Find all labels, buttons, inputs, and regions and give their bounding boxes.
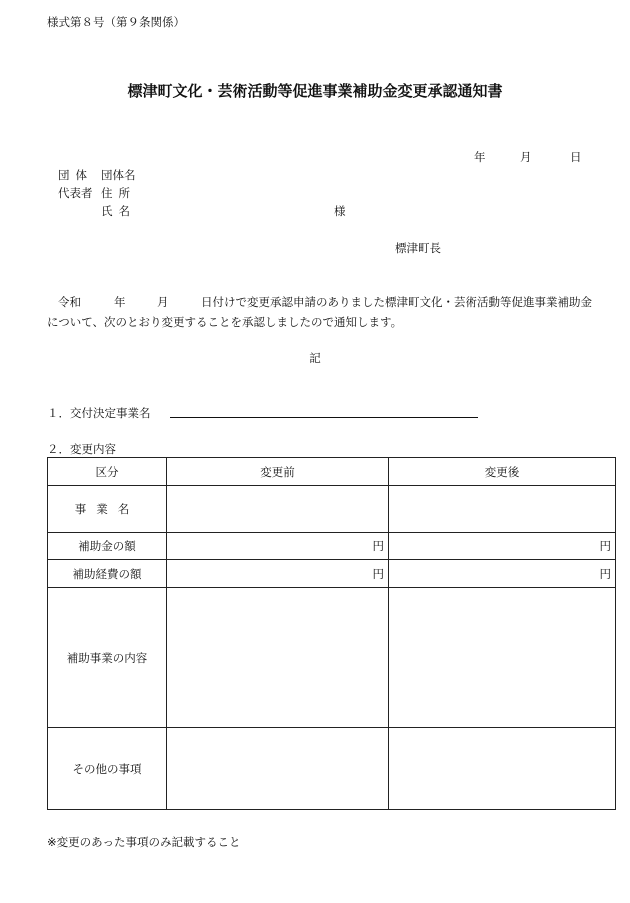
name-label: 氏名 xyxy=(101,204,136,218)
representative-label: 代表者 xyxy=(58,186,93,200)
org-name-label: 団体名 xyxy=(101,168,136,182)
footnote: ※変更のあった事項のみ記載すること xyxy=(47,835,241,849)
before-cell[interactable] xyxy=(167,728,389,810)
section1-label: １．交付決定事業名 xyxy=(47,406,151,420)
era-label: 令和 xyxy=(58,295,81,309)
body-year-label: 年 xyxy=(114,295,126,309)
table-row xyxy=(48,560,616,588)
row-label: 事業名 xyxy=(48,486,167,533)
after-cell[interactable]: 円 xyxy=(389,560,616,588)
before-cell[interactable]: 円 xyxy=(167,560,389,588)
body-month-label: 月 xyxy=(157,295,169,309)
date-day-label: 日 xyxy=(570,150,582,164)
body-text-rest: 日付けで変更承認申請のありました標津町文化・芸術活動等促進事業補助金 xyxy=(201,295,592,309)
table-row xyxy=(48,486,616,533)
body-text-line1 xyxy=(58,294,592,310)
org-label: 団体 xyxy=(58,168,93,182)
table-header-row xyxy=(48,458,616,486)
header-category: 区分 xyxy=(48,458,167,486)
section2-label: ２．変更内容 xyxy=(47,442,116,456)
row-label: 補助経費の額 xyxy=(48,560,167,588)
after-cell[interactable] xyxy=(389,486,616,533)
ki-heading: 記 xyxy=(309,351,321,365)
table-row xyxy=(48,533,616,560)
before-cell[interactable] xyxy=(167,588,389,728)
date-month-label: 月 xyxy=(520,150,532,164)
table-row xyxy=(48,728,616,810)
before-cell[interactable]: 円 xyxy=(167,533,389,560)
changes-table xyxy=(47,457,616,810)
issuer: 標津町長 xyxy=(395,241,441,255)
date-year-label: 年 xyxy=(474,150,486,164)
row-label: 補助金の額 xyxy=(48,533,167,560)
address-label: 住所 xyxy=(101,186,136,200)
header-after: 変更後 xyxy=(389,458,616,486)
row-label: 補助事業の内容 xyxy=(48,588,167,728)
row-label: その他の事項 xyxy=(48,728,167,810)
form-number: 様式第８号（第９条関係） xyxy=(47,15,185,29)
table-row xyxy=(48,588,616,728)
after-cell[interactable]: 円 xyxy=(389,533,616,560)
honorific: 様 xyxy=(334,204,346,218)
after-cell[interactable] xyxy=(389,588,616,728)
header-before: 変更前 xyxy=(167,458,389,486)
project-name-input-line[interactable] xyxy=(170,417,478,418)
after-cell[interactable] xyxy=(389,728,616,810)
document-title: 標津町文化・芸術活動等促進事業補助金変更承認通知書 xyxy=(127,82,503,100)
body-text-line2: について、次のとおり変更することを承認しましたので通知します。 xyxy=(47,315,403,329)
before-cell[interactable] xyxy=(167,486,389,533)
